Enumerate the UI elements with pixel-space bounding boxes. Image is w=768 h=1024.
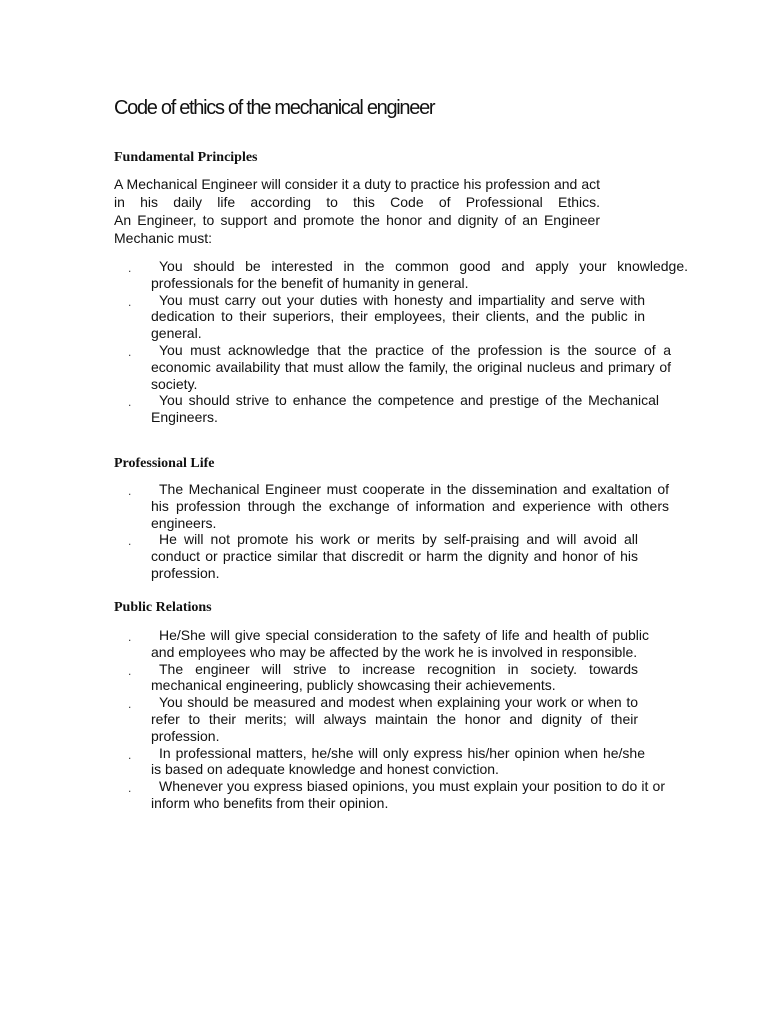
section-heading-public-relations: Public Relations xyxy=(114,600,212,615)
bullet-mark: . xyxy=(128,697,132,712)
bullet-mark: . xyxy=(128,395,132,410)
intro-paragraph: An Engineer, to support and promote the honor and dignity of an Engineer Mechanic must: xyxy=(114,212,600,246)
bullet-mark: . xyxy=(128,663,132,678)
list-item xyxy=(0,694,665,744)
list-item-text: You must acknowledge that the practice of the profession is the source of a economic availability that must allow the family, the original nucleus and primary of society. xyxy=(151,341,671,392)
professional-life-list xyxy=(0,481,669,582)
bullet-mark: . xyxy=(128,534,132,549)
bullet-mark: . xyxy=(128,781,132,796)
fundamental-intro xyxy=(114,175,600,247)
section-heading-fundamental-principles: Fundamental Principles xyxy=(114,150,258,165)
bullet-mark: . xyxy=(128,261,132,275)
list-item-text: He/She will give special consideration to the safety of life and health of public and employees who may be affected by the work he is involved in responsible. xyxy=(151,627,649,660)
public-relations-list xyxy=(0,627,665,812)
list-item-text: The engineer will strive to increase recognition in society. towards mechanical engineering, publicly showcasing their achievements. xyxy=(151,660,638,694)
list-item-text: You must carry out your duties with honesty and impartiality and serve with dedication to their superiors, their employees, their clients, and the public in general. xyxy=(151,291,645,342)
list-item xyxy=(0,531,669,581)
list-item-text: You should be measured and modest when explaining your work or when to refer to their merits; will always maintain the honor and dignity of their profession. xyxy=(151,694,638,744)
list-item xyxy=(0,392,688,426)
list-item xyxy=(0,292,688,342)
list-item-text: In professional matters, he/she will only express his/her opinion when he/she is based on adequate knowledge and honest conviction. xyxy=(151,744,645,778)
list-item xyxy=(0,778,665,812)
bullet-mark: . xyxy=(128,630,132,644)
section-heading-professional-life: Professional Life xyxy=(114,456,215,471)
document-title: Code of ethics of the mechanical engineer xyxy=(114,97,435,119)
list-item-text: Whenever you express biased opinions, you must explain your position to do it or inform who benefits from their opinion. xyxy=(151,778,665,811)
bullet-mark: . xyxy=(128,484,132,498)
fundamental-principles-list xyxy=(0,258,688,426)
list-item-text: You should be interested in the common good and apply your knowledge. professionals for the benefit of humanity in general. xyxy=(151,258,688,291)
intro-paragraph: A Mechanical Engineer will consider it a duty to practice his profession and act in his daily life according to this Code of Professional Ethics. xyxy=(114,176,600,210)
list-item xyxy=(0,481,669,531)
list-item xyxy=(0,627,665,661)
list-item xyxy=(0,745,665,779)
bullet-mark: . xyxy=(128,294,132,309)
list-item xyxy=(0,342,688,392)
list-item xyxy=(0,661,665,695)
bullet-mark: . xyxy=(128,344,132,359)
list-item-text: You should strive to enhance the competence and prestige of the Mechanical Engineers. xyxy=(151,392,659,426)
list-item-text: He will not promote his work or merits by self-praising and will avoid all conduct or practice similar that discredit or harm the dignity and honor of his profession. xyxy=(151,531,638,581)
bullet-mark: . xyxy=(128,747,132,762)
list-item xyxy=(0,258,688,292)
list-item-text: The Mechanical Engineer must cooperate in the dissemination and exaltation of his profession through the exchange of information and experience with others engineers. xyxy=(151,481,669,531)
